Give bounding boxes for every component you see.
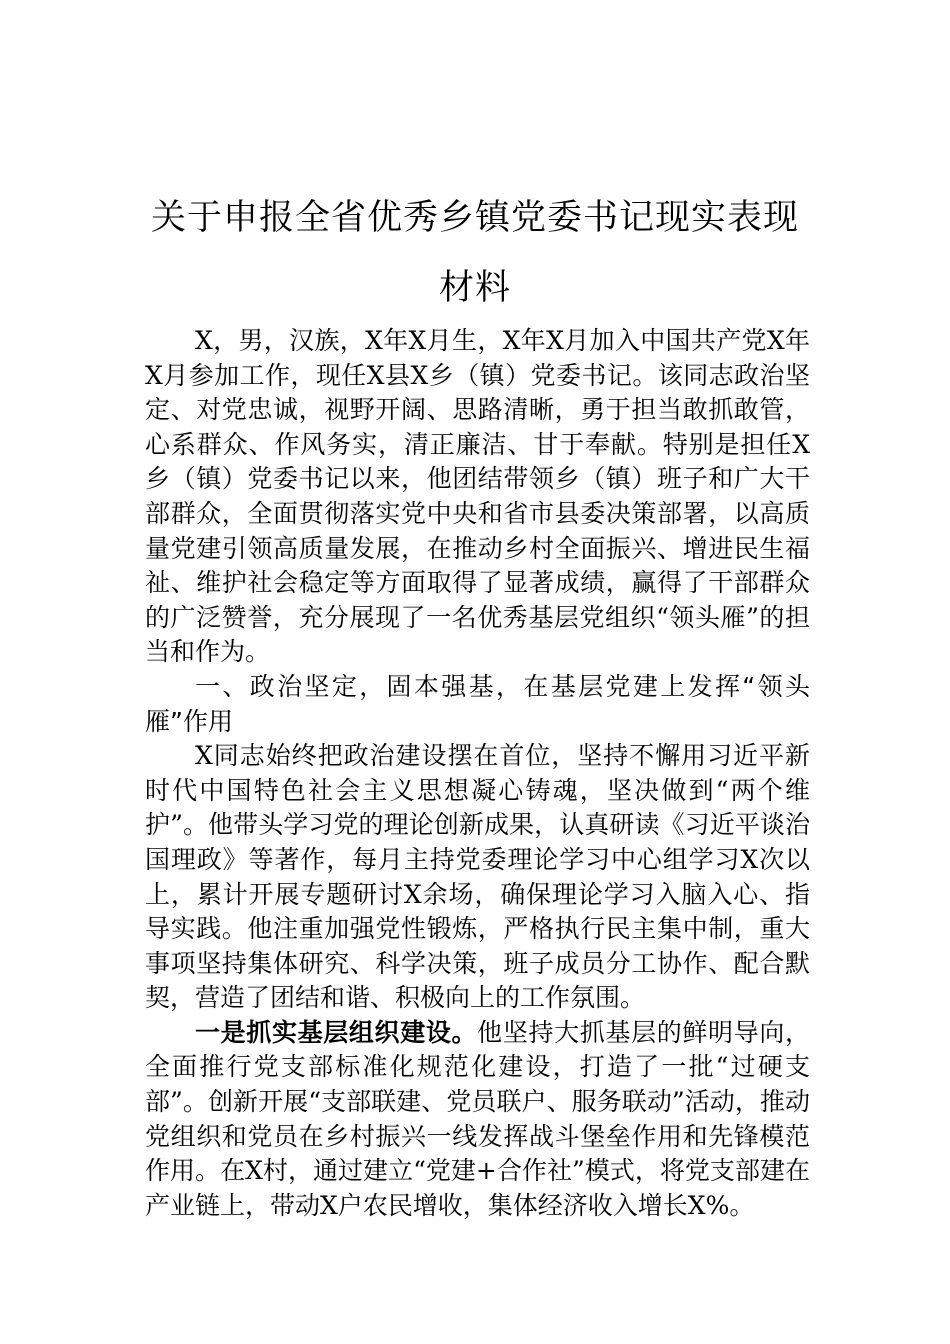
intro-paragraph: X，男，汉族，X年X月生，X年X月加入中国共产党X年X月参加工作，现任X县X乡（镇）党委书记。该同志政治坚定、对党忠诚，视野开阔、思路清晰，勇于担当敢抓敢管，心系群众、作风务实，清正廉洁、甘于奉献。特别是担任X乡（镇）党委书记以来，他团结带领乡（镇）班子和广大干部群众，全面贯彻落实党中央和省市县委决策部署，以高质量党建引领高质量发展，在推动乡村全面振兴、增进民生福祉、维护社会稳定等方面取得了显著成绩，赢得了干部群众的广泛赞誉，充分展现了一名优秀基层党组织“领头雁”的担当和作为。	[145, 326, 810, 667]
point-1-lead: 一是抓实基层组织建设。	[195, 1017, 478, 1047]
document-body	[145, 324, 810, 1223]
title-line-1: 关于申报全省优秀乡镇党委书记现实表现	[150, 198, 799, 239]
section-1-heading: 一、政治坚定，固本强基，在基层党建上发挥“领头雁”作用	[145, 671, 810, 736]
title-line-2: 材料	[438, 268, 511, 309]
document-title	[140, 183, 810, 323]
point-1-text: 他坚持大抓基层的鲜明导向，全面推行党支部标准化规范化建设，打造了一批“过硬支部”。创新开展“支部联建、党员联户、服务联动”活动，推动党组织和党员在乡村振兴一线发挥战斗堡垒作用和先锋模范作用。在X村，通过建立“党建+合作社”模式，将党支部建在产业链上，带动X户农民增收，集体经济收入增长X%。	[145, 1017, 810, 1220]
point-1-paragraph	[145, 1016, 810, 1224]
section-1-paragraph: X同志始终把政治建设摆在首位，坚持不懈用习近平新时代中国特色社会主义思想凝心铸魂，坚决做到“两个维护”。他带头学习党的理论创新成果，认真研读《习近平谈治国理政》等著作，每月主持党委理论学习中心组学习X次以上，累计开展专题研讨X余场，确保理论学习入脑入心、指导实践。他注重加强党性锻炼，严格执行民主集中制，重大事项坚持集体研究、科学决策，班子成员分工协作、配合默契，营造了团结和谐、积极向上的工作氛围。	[145, 741, 810, 1013]
